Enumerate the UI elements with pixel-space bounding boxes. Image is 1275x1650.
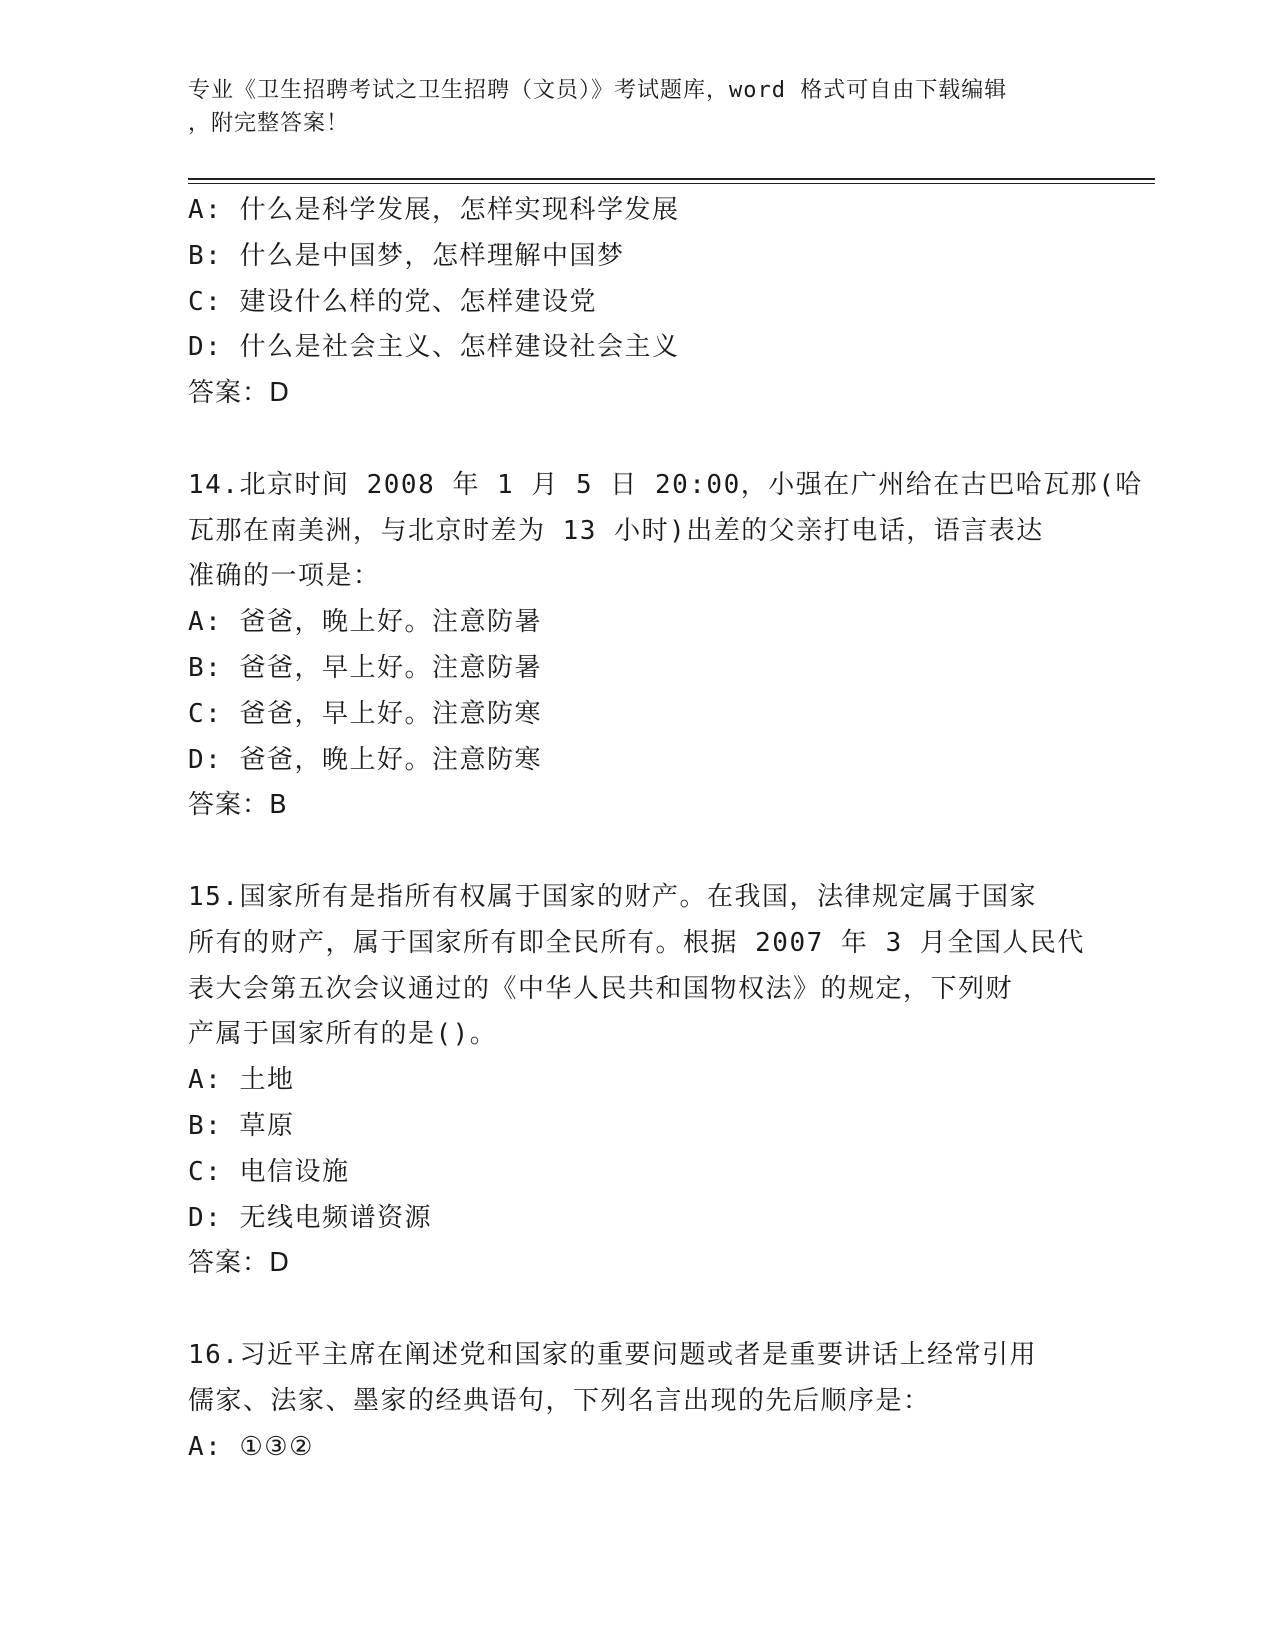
question-15 — [188, 875, 1088, 1287]
option-b: B: 爸爸，早上好。注意防暑 — [188, 652, 542, 683]
question-stem-line: 产属于国家所有的是()。 — [188, 1019, 498, 1050]
option-c: C: 建设什么样的党、怎样建设党 — [188, 286, 597, 317]
option-d: D: 无线电频谱资源 — [188, 1202, 432, 1233]
answer: 答案：B — [188, 790, 288, 821]
question-stem-line: 14.北京时间 2008 年 1 月 5 日 20:00，小强在广州给在古巴哈瓦那(哈 — [188, 469, 1143, 500]
option-d: D: 什么是社会主义、怎样建设社会主义 — [188, 332, 680, 363]
spacer — [188, 829, 1088, 875]
option-b: B: 草原 — [188, 1110, 295, 1141]
option-c: C: 电信设施 — [188, 1156, 350, 1187]
option-b: B: 什么是中国梦，怎样理解中国梦 — [188, 240, 625, 271]
spacer — [188, 417, 1088, 463]
question-list — [188, 188, 1143, 1470]
option-c: C: 爸爸，早上好。注意防寒 — [188, 698, 542, 729]
option-d: D: 爸爸，晚上好。注意防寒 — [188, 744, 542, 775]
question-stem-line: 15.国家所有是指所有权属于国家的财产。在我国，法律规定属于国家 — [188, 881, 1037, 912]
document-header — [188, 74, 1088, 140]
answer: 答案：D — [188, 1248, 291, 1279]
question-16 — [188, 1333, 1088, 1470]
option-a: A: 土地 — [188, 1065, 295, 1096]
question-stem-line: 准确的一项是： — [188, 561, 381, 592]
question-stem-line: 瓦那在南美洲，与北京时差为 13 小时)出差的父亲打电话，语言表达 — [188, 515, 1044, 546]
question-stem-line: 16.习近平主席在阐述党和国家的重要问题或者是重要讲话上经常引用 — [188, 1339, 1037, 1370]
header-line-2: ，附完整答案！ — [188, 111, 350, 136]
header-line-1: 专业《卫生招聘考试之卫生招聘（文员）》考试题库，word 格式可自由下载编辑 — [188, 78, 1008, 103]
header-rule-thin — [188, 183, 1155, 184]
spacer — [188, 1287, 1088, 1333]
answer: 答案：D — [188, 378, 291, 409]
question-stem-line: 儒家、法家、墨家的经典语句，下列名言出现的先后顺序是： — [188, 1385, 931, 1416]
question-stem-line: 所有的财产，属于国家所有即全民所有。根据 2007 年 3 月全国人民代 — [188, 927, 1085, 958]
question-14 — [188, 463, 1143, 829]
option-a: A: 什么是科学发展，怎样实现科学发展 — [188, 195, 680, 225]
option-a: A: ①③② — [188, 1431, 314, 1462]
question-stem-line: 表大会第五次会议通过的《中华人民共和国物权法》的规定，下列财 — [188, 973, 1014, 1004]
question-13 — [188, 188, 1088, 417]
option-a: A: 爸爸，晚上好。注意防暑 — [188, 607, 542, 638]
header-rule-thick — [188, 178, 1155, 180]
